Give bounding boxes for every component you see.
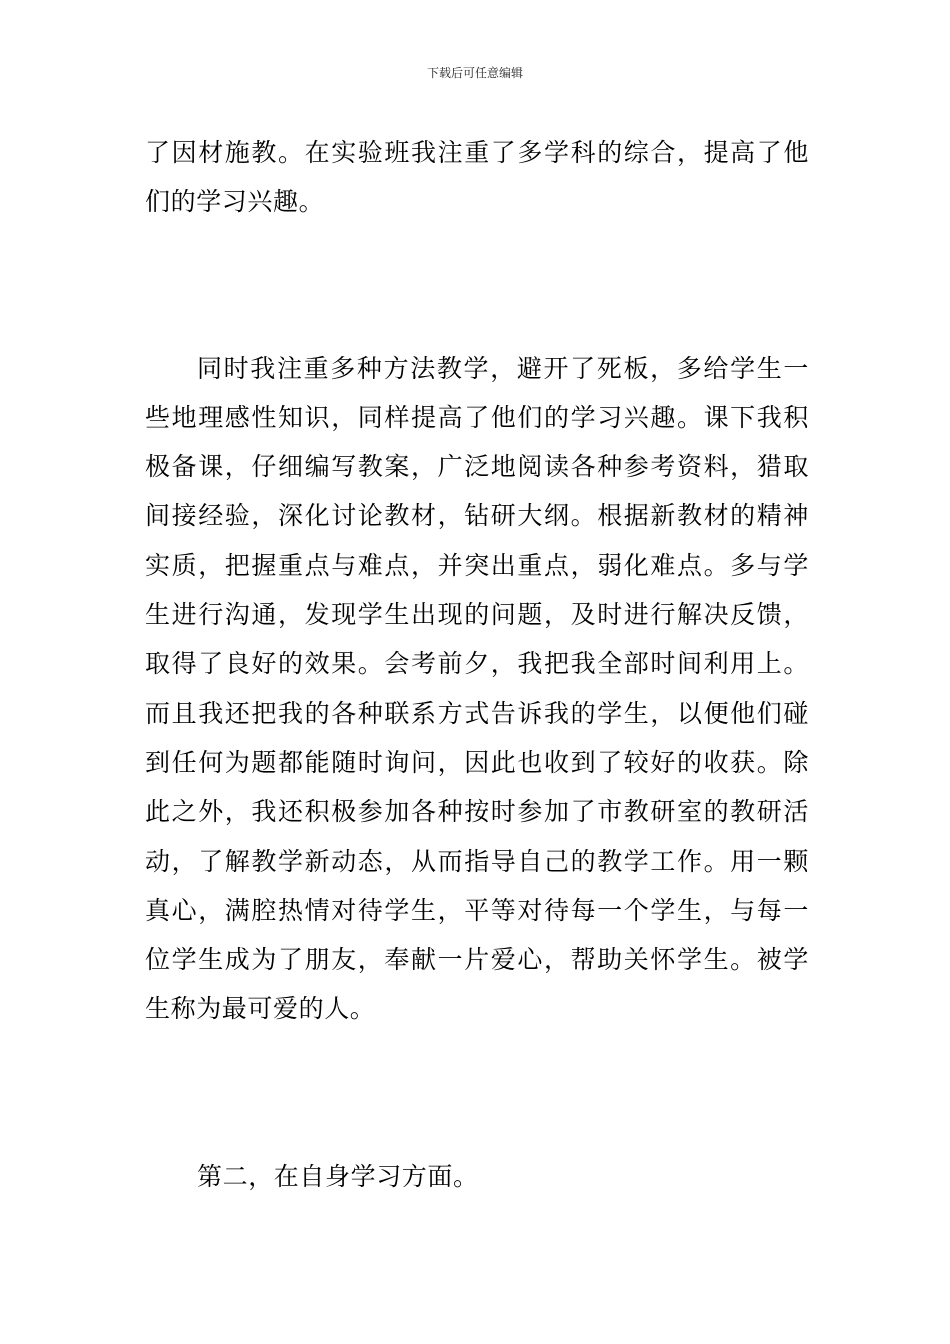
paragraph-teaching-methods: 同时我注重多种方法教学，避开了死板，多给学生一些地理感性知识，同样提高了他们的学习兴趣。课下我积极备课，仔细编写教案，广泛地阅读各种参考资料，猎取间接经验，深化讨论教材，钻研大纲。根据新教材的精神实质，把握重点与难点，并突出重点，弱化难点。多与学生进行沟通，发现学生出现的问题，及时进行解决反馈，取得了良好的效果。会考前夕，我把我全部时间利用上。而且我还把我的各种联系方式告诉我的学生，以便他们碰到任何为题都能随时询问，因此也收到了较好的收获。除此之外，我还积极参加各种按时参加了市教研室的教研活动，了解教学新动态，从而指导自己的教学工作。用一颗真心，满腔热情对待学生，平等对待每一个学生，与每一位学生成为了朋友，奉献一片爱心，帮助关怀学生。被学生称为最可爱的人。 bbox=[145, 353, 809, 1024]
paragraph-continuation: 了因材施教。在实验班我注重了多学科的综合，提高了他们的学习兴趣。 bbox=[145, 138, 809, 217]
document-body bbox=[145, 128, 809, 1201]
paragraph-self-study-heading: 第二，在自身学习方面。 bbox=[197, 1161, 479, 1191]
page-header: 下载后可任意编辑 bbox=[426, 66, 523, 80]
